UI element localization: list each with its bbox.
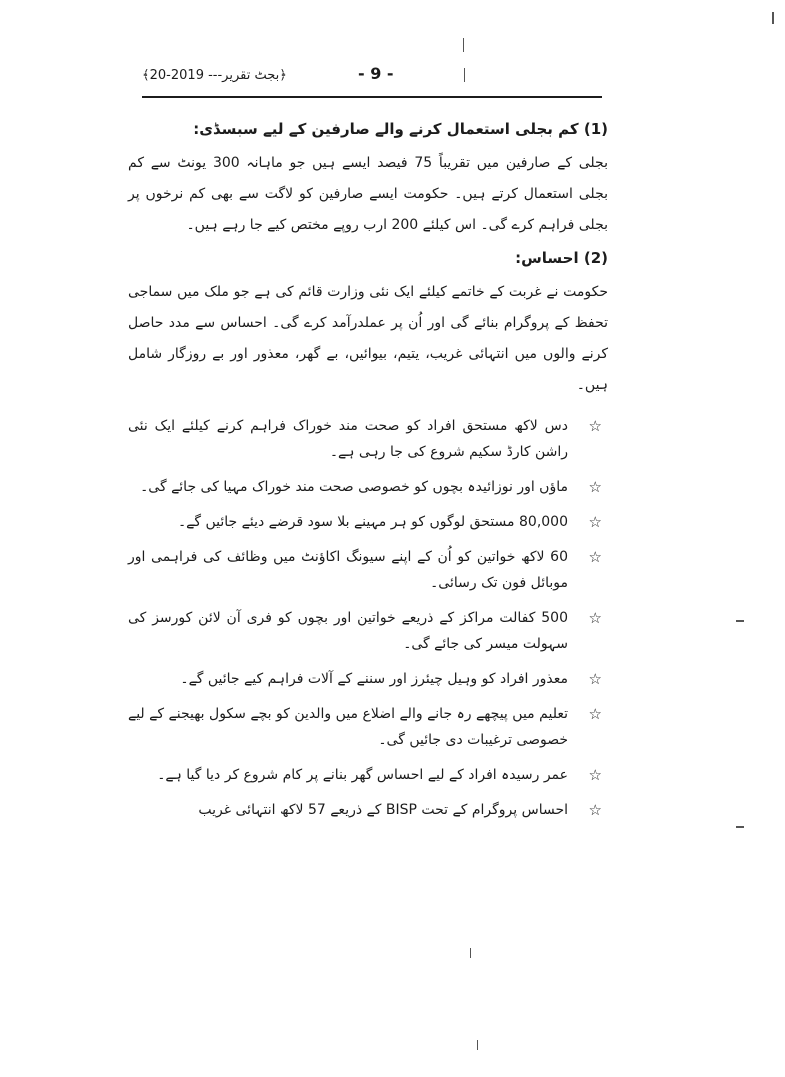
page-header [142, 64, 602, 94]
bullet-list [128, 413, 608, 823]
scan-mark [736, 826, 744, 828]
list-item-text: ماؤں اور نوزائیدہ بچوں کو خصوصی صحت مند خوراک مہیا کی جائے گی۔ [140, 479, 568, 495]
page-number: - 9 - [358, 64, 394, 83]
scan-mark [477, 1040, 478, 1050]
list-item [128, 474, 608, 500]
list-item [128, 666, 608, 692]
list-item [128, 544, 608, 596]
star-icon: ☆ [588, 670, 602, 688]
scan-mark [736, 620, 744, 622]
list-item [128, 413, 608, 465]
list-item-text: 500 کفالت مراکز کے ذریعے خواتین اور بچوں کو فری آن لائن کورسز کی سہولت میسر کی جائے گی۔ [128, 610, 568, 652]
header-title: ﴿بجٹ تقریر--- 2019-20﴾ [142, 68, 287, 83]
list-item-text: احساس پروگرام کے تحت BISP کے ذریعے 57 لاکھ انتہائی غریب [198, 802, 568, 818]
star-icon: ☆ [588, 609, 602, 627]
section-heading-ehsaas: (2) احساس: [515, 249, 608, 267]
list-item [128, 605, 608, 657]
star-icon: ☆ [588, 548, 602, 566]
document-body [128, 116, 608, 832]
scan-mark [470, 948, 471, 958]
star-icon: ☆ [588, 513, 602, 531]
list-item-text: 80,000 مستحق لوگوں کو ہر مہینے بلا سود قرضے دیئے جائیں گے۔ [177, 514, 568, 530]
scan-mark [772, 12, 774, 24]
list-item-text: دس لاکھ مستحق افراد کو صحت مند خوراک فراہم کرنے کیلئے ایک نئی راشن کارڈ سکیم شروع کی جا رہی ہے۔ [128, 418, 568, 460]
list-item-text: تعلیم میں پیچھے رہ جانے والے اضلاع میں والدین کو بچے سکول بھیجنے کے لیے خصوصی ترغیبات دی جائیں گی۔ [128, 706, 568, 748]
section-heading-subsidy: (1) کم بجلی استعمال کرنے والے صارفین کے لیے سبسڈی: [193, 120, 608, 138]
list-item [128, 797, 608, 823]
list-item [128, 509, 608, 535]
star-icon: ☆ [588, 417, 602, 435]
list-item-text: معذور افراد کو وہیل چیئرز اور سننے کے آلات فراہم کیے جائیں گے۔ [180, 671, 568, 687]
list-item-text: 60 لاکھ خواتین کو اُن کے اپنے سیونگ اکاؤنٹ میں وظائف کی فراہمی اور موبائل فون تک رسائی۔ [128, 549, 568, 591]
list-item [128, 762, 608, 788]
scan-mark [463, 38, 464, 52]
list-item [128, 701, 608, 753]
star-icon: ☆ [588, 801, 602, 819]
list-item-text: عمر رسیدہ افراد کے لیے احساس گھر بنانے پر کام شروع کر دیا گیا ہے۔ [157, 767, 568, 783]
section-paragraph-ehsaas: حکومت نے غربت کے خاتمے کیلئے ایک نئی وزارت قائم کی ہے جو ملک میں سماجی تحفظ کے پروگرام بنائے گی اور اُن پر عملدرآمد کرے گی۔ احساس سے مدد حاصل کرنے والوں میں انتہائی غریب، یتیم، بیوائیں، بے گھر، معذور اور بے روزگار شامل ہیں۔ [128, 284, 608, 393]
header-divider [142, 96, 602, 98]
section-paragraph-subsidy: بجلی کے صارفین میں تقریباً 75 فیصد ایسے ہیں جو ماہانہ 300 یونٹ سے کم بجلی استعمال کرتے ہیں۔ حکومت ایسے صارفین کو لاگت سے بھی کم نرخوں پر بجلی فراہم کرے گی۔ اس کیلئے 200 ارب روپے مختص کیے جا رہے ہیں۔ [128, 155, 608, 233]
star-icon: ☆ [588, 705, 602, 723]
star-icon: ☆ [588, 478, 602, 496]
star-icon: ☆ [588, 766, 602, 784]
